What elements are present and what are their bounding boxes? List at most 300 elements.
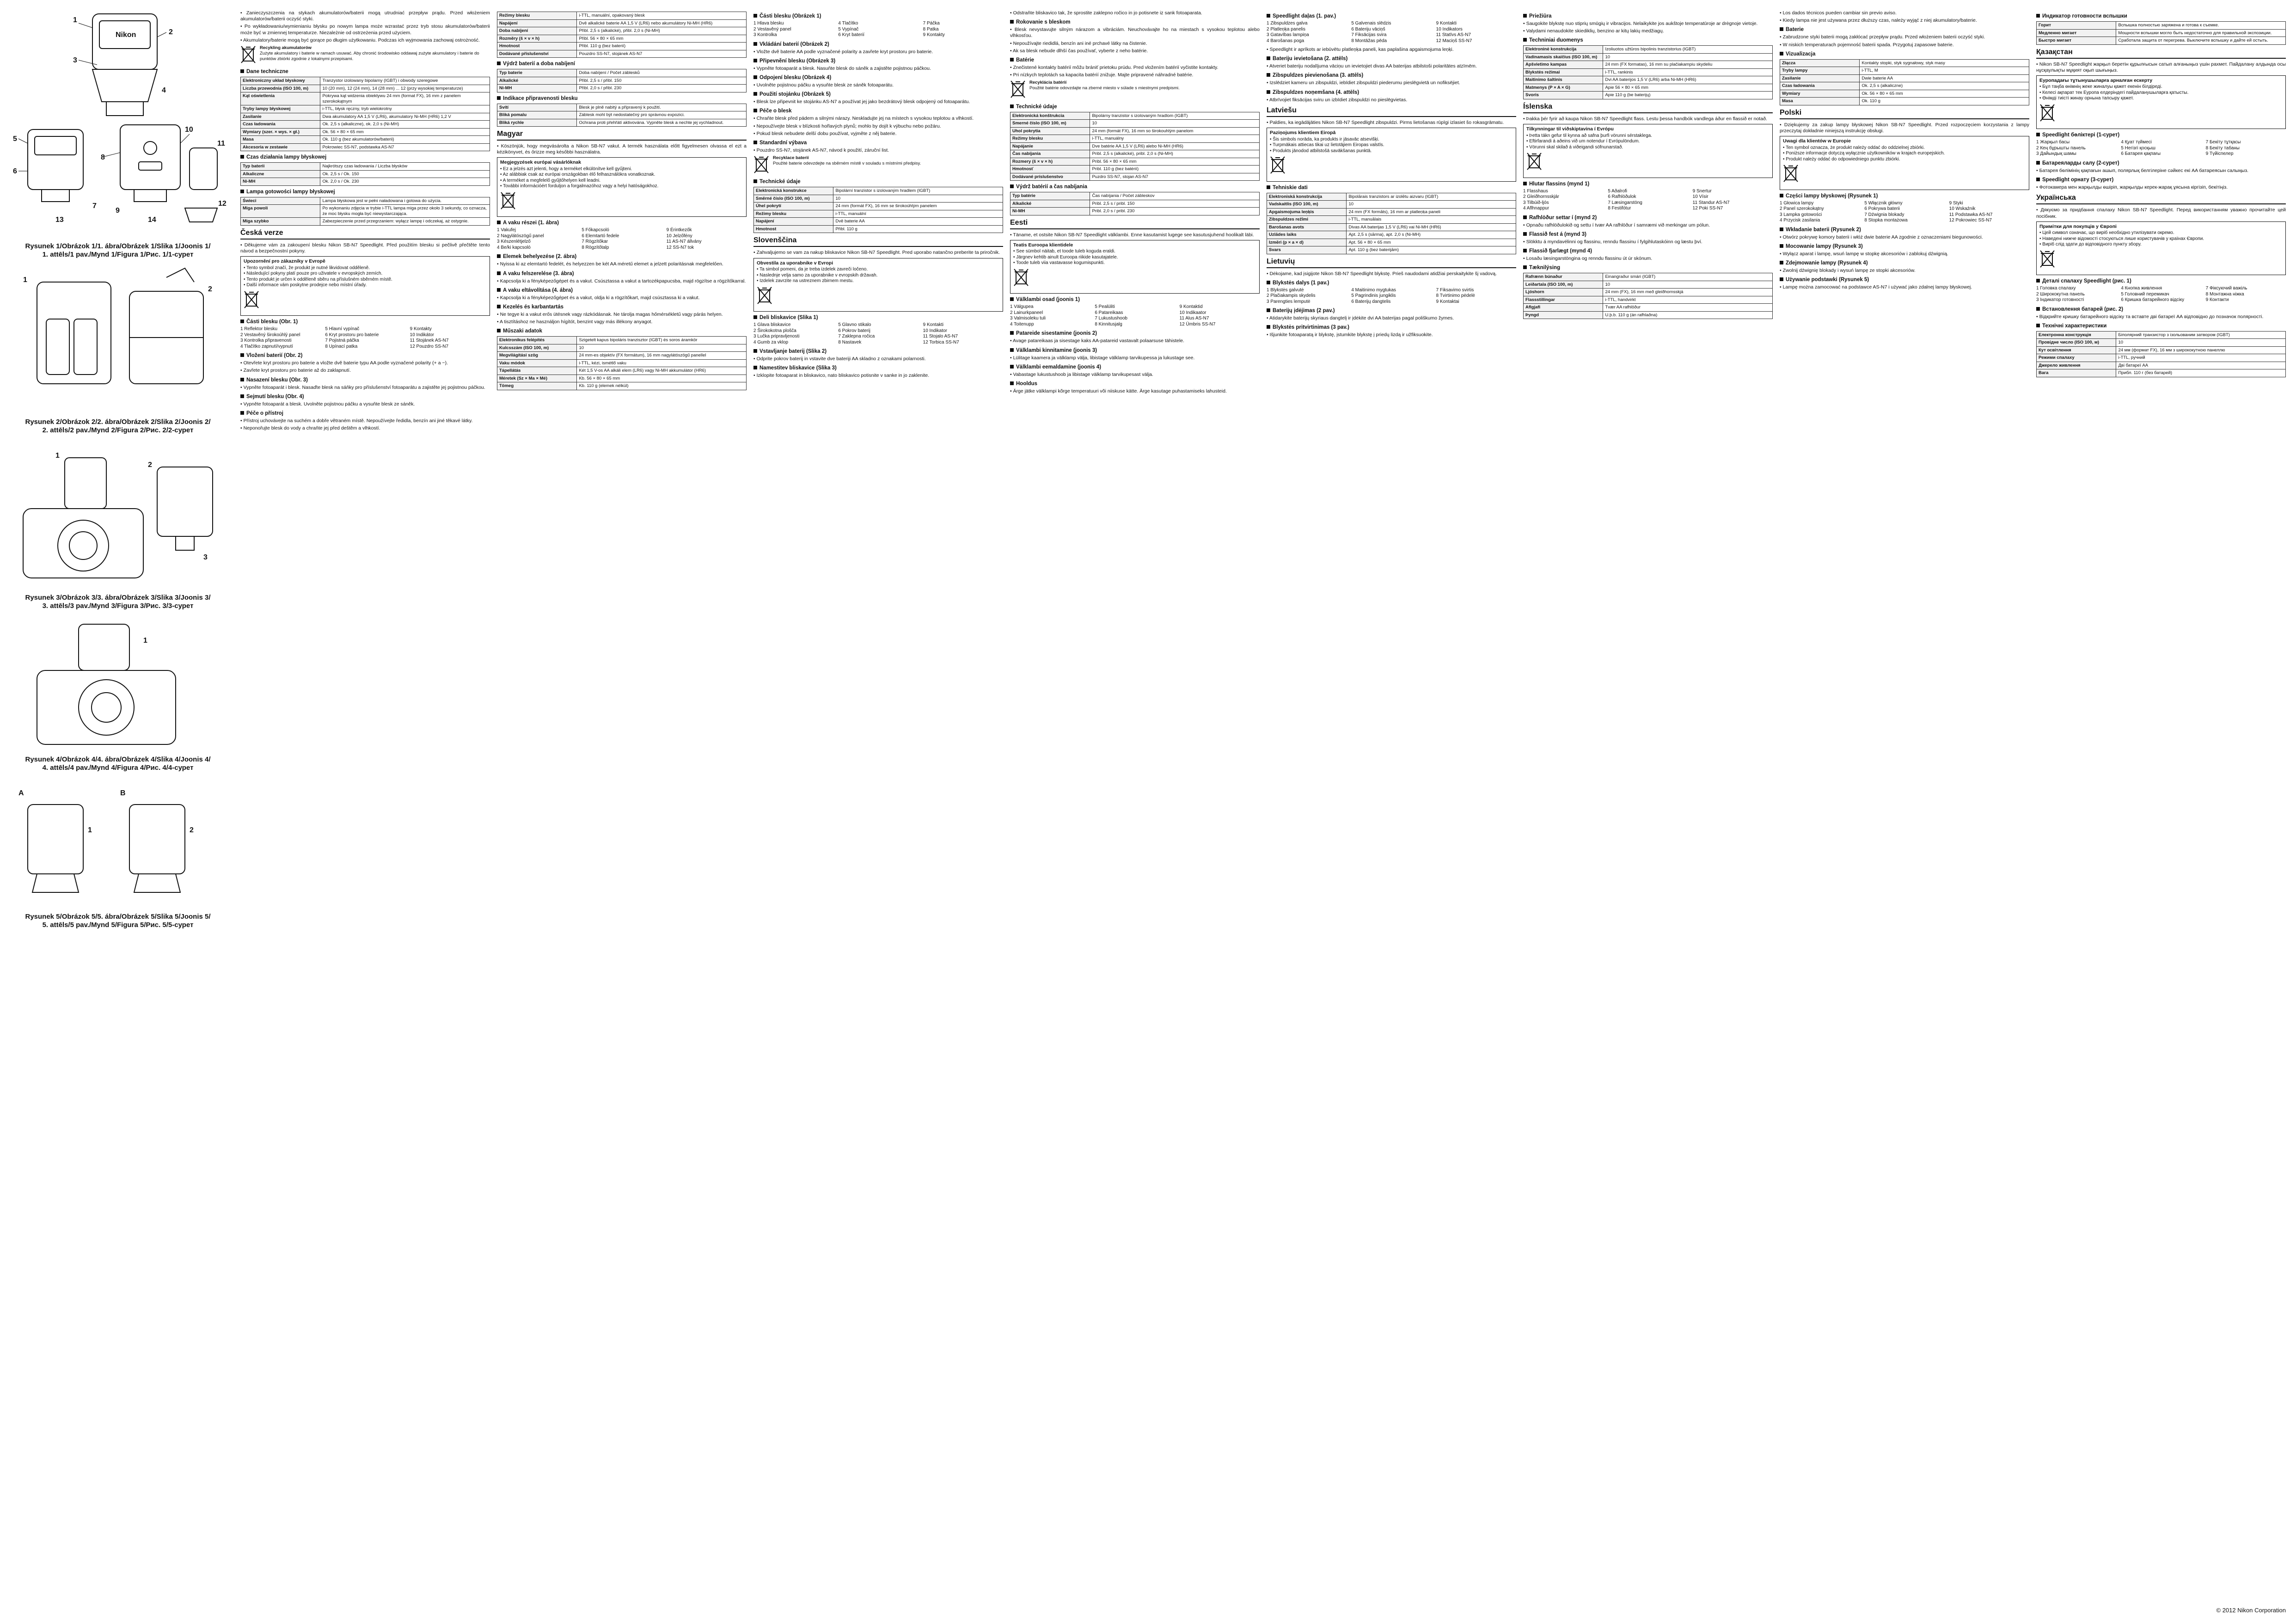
section-heading-text: Nasazení blesku (Obr. 3) [246,377,308,383]
section-heading-text: Použití stojánku (Obrázek 5) [759,92,831,98]
spec-key: Svítí [497,104,577,111]
parts-list-item: 1 Flasshaus [1523,188,1548,194]
section-heading [1267,307,1516,314]
spec-key: Napájanie [1010,142,1090,150]
notice-line: • Šis simbols norāda, ka produkts ir jāsavāc atsevišķi. [1270,137,1513,143]
notice-title: Еуропадағы тұтынушыларға арналған ескерту [2039,77,2153,83]
paragraph: • Vabastage lukustushoob ja libistage välklamp tarvikupesast välja. [1010,372,1260,378]
spec-key: Miga powoli [241,205,320,218]
spec-key: Matmenys (P × A × G) [1524,84,1603,92]
section-heading [1523,181,1773,188]
paragraph: • Išjunkite fotoaparatą ir blykstę, įstumkite blykstę į priedų lizdą ir užfiksuokite. [1267,332,1516,338]
spec-value: i-TTL, M [1860,67,2029,75]
parts-list-item: 1 Жарқыл басы [2036,140,2070,145]
spec-key: Kąt oświetlenia [241,92,320,105]
section-marker-icon [1267,90,1270,94]
notice-line: • Виріб слід здати до відповідного пункту збору. [2039,242,2283,248]
spec-key: Hmotnost [754,225,833,233]
notice-line: • Eftirfarandi á aðeins við um notendur í Evrópulöndum. [1526,139,1769,145]
table-row [1524,289,1773,296]
section-marker-icon [753,315,757,319]
parts-list-item: 2 Plačiakampis skydelis [1267,293,1316,299]
figure-3-label: 3 [203,553,208,561]
section-heading [1267,184,1516,191]
table-row [241,105,490,113]
section-marker-icon [2036,161,2040,165]
spec-value: Blesk je plně nabitý a připravený k použití. [577,104,747,111]
parts-list [1267,21,1516,44]
section-heading [1523,248,1773,255]
section-heading [1010,184,1260,190]
language-title: Lietuvių [1267,257,1516,268]
figure-1-brand: Nikon [116,31,136,39]
notice-line: • Tento symbol značí, že produkt je nutné likvidovat odděleně. [244,265,487,271]
spec-key: Elektroninė konstrukcija [1524,46,1603,54]
spec-key: Typ baterii [241,163,320,171]
section-marker-icon [1010,184,1014,188]
spec-key: Вага [2037,369,2116,377]
spec-table [497,12,747,58]
section-marker-icon [240,319,244,323]
figures-column [9,9,227,957]
table-row [754,187,1003,195]
spec-key: Ni-MH [241,178,320,186]
paragraph: • Los dados técnicos pueden cambiar sin previo aviso. [1780,10,2029,16]
spec-key: Aflgjafi [1524,304,1603,312]
table-row [1524,92,1773,99]
figure-3-label: 2 [148,461,152,469]
spec-value: Сработала защита от перегрева. Выключите вспышку и дайте ей остыть. [2116,37,2286,45]
disposal-notice [1783,164,2026,185]
section-marker-icon [753,92,757,96]
spec-value: Apie 56 × 80 × 65 mm [1603,84,1773,92]
table-row [2037,22,2286,30]
recycling-text: Použité baterie odevzdejte na sběrném místě v souladu s místními předpisy. [773,161,921,166]
spec-value: 10 (20 mm), 12 (24 mm), 14 (28 mm) ... 12 (przy wysokiej temperaturze) [320,85,490,92]
parts-list-item: 7 Pojistná páčka [325,338,359,344]
parts-list-item: 4 Aflhnappur [1523,206,1549,211]
section-marker-icon [1267,185,1270,189]
parts-list-item: 7 Páčka [923,21,940,26]
table-row [1010,142,1260,150]
parts-list-item: 8 Montāžas pēda [1351,38,1387,43]
paragraph: • Odstraňte bliskavico tak, že sprostite zaklepno ročico in jo potisnete iz sank fotoaparata. [1010,10,1260,16]
spec-table [2036,21,2286,45]
section-heading-text: Odpojení blesku (Obrázek 4) [759,74,832,80]
section-heading [1780,227,2029,233]
section-heading-text: Vložení baterií (Obr. 2) [246,353,303,359]
section-heading [2036,160,2286,167]
spec-key: Akcesoria w zestawie [241,143,320,151]
figure-1 [9,9,227,259]
section-marker-icon [1523,215,1527,219]
section-heading [240,68,490,75]
spec-value: Két 1,5 V-os AA alkáli elem (LR6) vagy Ni-MH akkumulátor (HR6) [577,367,747,375]
spec-value: i-TTL, rankinis [1603,68,1773,76]
paragraph: • Дякуємо за придбання спалаху Nikon SB-N7 Speedlight. Перед використанням уважно прочитайте цей посібник. [2036,207,2286,219]
spec-table [1010,112,1260,181]
parts-list-item: 12 Maciņš SS-N7 [1436,38,1472,43]
spec-value: Apie 110 g (be baterijų) [1603,92,1773,99]
spec-value: Ochrana proti přehřátí aktivována. Vypněte blesk a nechte jej vychladnout. [577,119,747,127]
table-row [1780,67,2029,75]
crossed-bin-icon [2039,104,2055,124]
spec-key: Leiðartala (ISO 100, m) [1524,281,1603,289]
spec-key: Apgaismojuma leņķis [1267,208,1347,216]
spec-key: Svars [1267,246,1347,254]
parts-list-item: 1 Hlava blesku [753,21,784,26]
disposal-notice [1013,268,1256,289]
crossed-bin-icon [1526,152,1542,173]
section-heading-text: A vaku felszerelése (3. ábra) [503,270,574,276]
parts-list-item: 12 Pokrowiec SS-N7 [1949,218,1992,223]
figure-3-label: 1 [55,452,60,460]
section-heading [1780,193,2029,200]
parts-list-item: 7 Dźwignia blokady [1864,212,1904,217]
section-heading-text: Välklambi kinnitamine (joonis 3) [1016,347,1097,353]
paragraph: • Akumulatory/baterie mogą być gorące po długim użytkowaniu. Podczas ich wyjmowania zachowaj ostrożność. [240,37,490,43]
parts-list-item: 2 Lainurkpaneel [1010,310,1043,315]
parts-list-item: 1 Головка спалаху [2036,286,2076,291]
section-marker-icon [240,190,244,193]
crossed-bin-icon [2039,250,2055,270]
spec-value: 24 mm (FX formāts), 16 mm ar platleņķa paneli [1347,208,1516,216]
section-heading [753,58,1003,65]
parts-list-item: 9 Kontakti [923,322,944,328]
spec-key: Apšvietimo kampas [1524,61,1603,69]
section-heading-text: Vstavljanje baterij (Slika 2) [759,349,827,355]
section-marker-icon [2036,324,2040,327]
paragraph: • Pouzdro SS-N7, stojánek AS-N7, návod k použití, záruční list. [753,147,1003,154]
figure-2-drawing [9,264,227,416]
section-heading-text: Speedlight орнату (3-сурет) [2042,177,2114,183]
section-marker-icon [2036,178,2040,181]
spec-table [240,77,490,151]
table-row [754,195,1003,203]
section-heading-text: Sejmutí blesku (Obr. 4) [246,393,304,399]
spec-key: Uzlādes laiks [1267,231,1347,239]
parts-list-item: 2 Gleiðhornsskjár [1523,194,1559,200]
spec-key: Ni-MH [497,85,577,92]
spec-key: Режими спалаху [2037,354,2116,362]
section-marker-icon [240,155,244,159]
paragraph: • Köszönjük, hogy megvásárolta a Nikon SB-N7 vakut. A termék használata előtt figyelmesen olvassa el ezt a kézikönyvet, és őrizze meg későbbi használatra. [497,143,747,155]
section-marker-icon [1267,281,1270,284]
spec-value: Дві батареї АА [2116,362,2286,369]
parts-list-item: 5 Hlavní vypínač [325,326,360,332]
figure-5-label: A [18,789,24,797]
spec-value: 10 [1347,201,1516,209]
spec-value: Ok. 2,0 s / Ok. 230 [320,178,490,186]
parts-list [753,322,1003,345]
parts-list-item: 1 Zibspuldzes galva [1267,21,1308,26]
section-heading [1010,104,1260,111]
spec-key: Vadinamasis skaičius (ISO 100, m) [1524,53,1603,61]
crossed-bin-icon [244,290,259,311]
section-heading-text: Výdrž baterií a doba nabíjení [503,61,575,67]
parts-list-item: 12 Pouzdro SS-N7 [410,344,449,349]
spec-key: Režimy blesku [754,210,833,218]
paragraph: • Blesk nevystavujte silným nárazom a vibráciám. Neuchovávajte ho na miestach s vysokou teplotou alebo vlhkosťou. [1010,27,1260,39]
section-heading-text: Baterijų įdėjimas (2 pav.) [1273,308,1335,314]
text-column [1780,10,2029,1601]
parts-list-item: 5 Aðalrofi [1608,188,1628,194]
section-heading-text: Batérie [1016,57,1034,63]
spec-key: Hmotnosť [1010,166,1090,173]
section-heading [2036,132,2286,139]
paragraph: • Nepoužívejte blesk v blízkosti hořlavých plynů; mohlo by dojít k výbuchu nebo požáru. [753,123,1003,129]
parts-list-item: 7 Zaklepna ročica [838,334,875,339]
parts-list [2036,286,2286,303]
spec-table [753,187,1003,233]
spec-value: Bipolárny tranzistor s izolovaným hradlom (IGBT) [1090,112,1260,120]
parts-list-item: 3 Kontrolka [753,32,777,37]
parts-list-item: 6 Bateriju vāciņš [1351,26,1385,32]
recycling-title: Recyklácia batérií [1029,80,1067,86]
paragraph: • Izslēdziet kameru un zibspuldzi, iebīdiet zibspuldzi piederumu pieslēgvietā un nofiksējiet. [1267,80,1516,86]
section-heading [753,108,1003,115]
spec-key: Горит [2037,22,2116,30]
section-heading [2036,13,2286,20]
paragraph: • Lülitage kaamera ja välklamp välja, libistage välklamp tarvikupessa ja lukustage see. [1010,355,1260,361]
notice-title: Uwagi dla klientów w Europie [1783,138,1851,144]
section-marker-icon [1010,365,1014,369]
spec-value: Прибл. 110 г (без батарей) [2116,369,2286,377]
spec-key: Tápellátás [497,367,577,375]
section-marker-icon [1010,331,1014,335]
language-title: Қазақстан [2036,48,2286,59]
spec-value: Pribl. 2,5 s (alkalické), pribl. 2,0 s (Ni-MH) [1090,150,1260,158]
section-heading-text: Blykstės dalys (1 pav.) [1273,280,1329,286]
section-heading [1780,276,2029,283]
section-heading [240,154,490,161]
notice-title: Примітки для покупців у Європі [2039,223,2117,229]
paragraph: • Přístroj uchovávejte na suchém a dobře větraném místě. Nepoužívejte ředidla, benzín ani jiné těkavé látky. [240,418,490,424]
spec-table [1780,59,2029,105]
parts-list-item: 10 Vísir [1692,194,1708,200]
spec-key: Zasilanie [241,113,320,121]
section-heading [1267,280,1516,287]
spec-value: Pokrowiec SS-N7, podstawka AS-N7 [320,143,490,151]
table-row [1010,200,1260,208]
parts-list-item: 9 Érintkezők [666,227,692,233]
spec-value: Puzdro SS-N7, stojan AS-N7 [1090,173,1260,181]
parts-list-item: 6 Baterijų dangtelis [1351,299,1391,304]
parts-list-item: 1 Välgupea [1010,304,1034,310]
parts-list-item: 5 Galvenais slēdzis [1351,21,1391,26]
spec-key: Typ batérie [1010,192,1090,200]
notice-line: • Následující pokyny platí pouze pro uživatele v evropských zemích. [244,271,487,277]
section-marker-icon [2036,14,2040,18]
paragraph: • Nepoužívajte riedidlá, benzín ani iné prchavé látky na čistenie. [1010,41,1260,47]
spec-table [2036,331,2286,377]
parts-list-item: 10 Jelzőfény [666,233,692,239]
notice-line: • Ta simbol pomeni, da je treba izdelek zavreči ločeno. [757,267,1000,273]
notice-line: • Наведені нижче відомості стосуються лише користувачів у країнах Європи. [2039,236,2283,242]
parts-list-item: 1 Głowica lampy [1780,200,1814,206]
table-row [1524,273,1773,281]
spec-key: Úhel pokrytí [754,203,833,210]
paragraph: • Vložte dvě baterie AA podle vyznačené polarity a zavřete kryt prostoru pro baterie. [753,49,1003,55]
table-row [1010,192,1260,200]
table-row [241,77,490,85]
section-marker-icon [497,329,501,332]
section-heading-text: A vaku részei (1. ábra) [503,220,559,226]
section-heading [1010,330,1260,337]
parts-list-item: 2 Vestavěný panel [753,26,791,32]
section-heading-text: Technické údaje [759,179,801,185]
parts-list-item: 9 Kontaktid [1179,304,1203,310]
section-heading-text: A vaku eltávolítása (4. ábra) [503,287,573,293]
table-row [1780,82,2029,90]
section-heading [753,13,1003,20]
table-row [241,136,490,144]
parts-list-item: 7 Rögzítőkar [582,239,608,245]
spec-key: Megvilágítási szög [497,352,577,360]
spec-table [497,69,747,92]
parts-list-item: 2 Nagylátószögű panel [497,233,544,239]
figure-1-label: 5 [13,135,17,143]
paragraph: • Chraňte blesk před pádem a silnými nárazy. Neskladujte jej na místech s vysokou teplotou a vlhkostí. [753,116,1003,122]
section-heading-text: Tæknilýsing [1529,265,1561,271]
parts-list-item: 6 Patareikaas [1095,310,1123,315]
section-marker-icon [753,42,757,46]
table-row [241,128,490,136]
spec-value: Divas AA baterijas 1,5 V (LR6) vai Ni-MH (HR6) [1347,223,1516,231]
table-row [754,225,1003,233]
spec-key: Napájení [754,218,833,226]
figure-1-caption: Rysunek 1/Obrázok 1/1. ábra/Obrázek 1/Slika 1/Joonis 1/ 1. attēls/1 pav./Mynd 1/Figura 1/Рис. 1/1-сурет [25,242,211,258]
recycling-text: Použité batérie odovzdajte na zberné miesto v súlade s miestnymi predpismi. [1029,86,1180,91]
paragraph: • Otevřete kryt prostoru pro baterie a vložte dvě baterie typu AA podle vyznačené polarity (+ a −). [240,360,490,366]
table-row [497,85,747,92]
section-marker-icon [497,96,501,100]
spec-value: Doba nabíjení / Počet záblesků [577,69,747,77]
section-heading [1523,215,1773,221]
parts-list [497,227,747,251]
parts-list-item: 7 Fiksavimo svirtis [1436,287,1474,293]
spec-value: Ok. 56 × 80 × 65 mm [1860,90,2029,98]
parts-list-item: 8 Бекіту табаны [2205,145,2240,151]
notice-line: • Toode tuleb viia vastavasse kogumispunkti. [1013,260,1256,266]
section-heading [1523,37,1773,44]
parts-list-item: 12 Poki SS-N7 [1692,206,1723,211]
spec-value: 10 [1603,281,1773,289]
paragraph: • Valydami nenaudokite skiediklių, benzino ar kitų lakių medžiagų. [1523,28,1773,34]
paragraph: • Фотокамера мен жарқылды өшіріп, жарқылды керек-жарақ ұясына кіргізіп, бекітіңіз. [2036,184,2286,190]
language-title: Slovenščina [753,236,1003,247]
spec-key: Kulcsszám (ISO 100, m) [497,344,577,352]
paragraph: • Izklopite fotoaparat in bliskavico, nato bliskavico potisnite v sanke in jo zaklenite. [753,373,1003,379]
section-marker-icon [240,69,244,73]
spec-value: Kontakty stopki, styk sygnałowy, styk masy [1860,59,2029,67]
section-heading-text: Tehniskie dati [1273,184,1308,190]
spec-value: Dvě alkalické baterie AA 1,5 V (LR6) nebo akumulátory Ni-MH (HR6) [577,19,747,27]
section-heading [497,328,747,335]
table-row [754,210,1003,218]
table-row [754,203,1003,210]
paragraph: • Батарея бөлімінің қақпағын ашып, полярлық белгілеріне сәйкес екі AA батареясын салыңыз. [2036,168,2286,174]
spec-key: Rozměry (š × v × h) [497,35,577,43]
crossed-bin-icon [753,155,769,176]
parts-list-item: 8 Nastavek [838,339,862,345]
table-row [1010,158,1260,166]
paragraph: • Pri nízkych teplotách sa kapacita batérií znižuje. Majte pripravené náhradné batérie. [1010,72,1260,78]
parts-list-item: 12 SS-N7 tok [666,245,694,250]
spec-value: Ok. 56 × 80 × 65 mm [320,128,490,136]
section-heading [2036,306,2286,313]
figure-4-drawing [9,615,227,754]
table-row [2037,29,2286,37]
table-row [1267,223,1516,231]
parts-list-item: 9 Контакти [2205,297,2229,303]
figure-5-caption: Rysunek 5/Obrázok 5/5. ábra/Obrázek 5/Slika 5/Joonis 5/ 5. attēls/5 pav./Mynd 5/Figura 5/Рис. 5/5-сурет [25,913,211,929]
spec-key: Barošanas avots [1267,223,1347,231]
parts-list-item: 10 Indikaator [1179,310,1206,315]
spec-value: 24 mm (formát FX), 16 mm se širokoúhlým panelem [833,203,1003,210]
paragraph: • Dziękujemy za zakup lampy błyskowej Nikon SB-N7 Speedlight. Przed rozpoczęciem korzystania z lampy przeczytaj dokładnie niniejszą instrukcję obsługi. [1780,122,2029,134]
parts-list-item: 4 Przycisk zasilania [1780,218,1820,223]
table-row [1524,68,1773,76]
text-column [2036,10,2286,1601]
section-heading-text: Bateriju ievietošana (2. attēls) [1273,56,1348,62]
paragraph: • Kapcsolja ki a fényképezőgépet és a vakut. Csúsztassa a vakut a tartozékpapucsba, majd rögzítse a rögzítőkarral. [497,278,747,284]
spec-value: Мощности вспышки могло быть недостаточно для правильной экспозиции. [2116,29,2286,37]
paragraph: • Neponořujte blesk do vody a chraňte jej před deštěm a vlhkostí. [240,425,490,431]
parts-list-item: 10 Indikator [923,328,947,333]
notice-line: • Ez a jelzés azt jelenti, hogy a terméket elkülönítve kell gyűjteni. [500,166,743,172]
notice-line: • Produkt należy oddać do odpowiedniego punktu zbiórki. [1783,157,2026,163]
spec-key: Ni-MH [1010,208,1090,215]
section-marker-icon [753,109,757,112]
spec-value: i-TTL, kézi, ismétlő vaku [577,359,747,367]
paragraph: • Vypněte fotoaparát i blesk. Nasaďte blesk na sáňky pro příslušenství fotoaparátu a zajistěte jej pojistnou páčkou. [240,385,490,391]
parts-list [1010,304,1260,327]
table-row [1267,246,1516,254]
table-row [754,218,1003,226]
parts-list-item: 10 Indikators [1436,26,1463,32]
parts-list-item: 9 Kontakty [923,32,945,37]
figure-3-caption: Rysunek 3/Obrázok 3/3. ábra/Obrázek 3/Slika 3/Joonis 3/ 3. attēls/3 pav./Mynd 3/Figura 3/Рис. 3/3-сурет [25,594,211,610]
table-row [1010,173,1260,181]
section-marker-icon [497,61,501,65]
parts-list-item: 10 Indikátor [410,332,434,338]
paragraph: • Odprite pokrov baterij in vstavite dve bateriji AA skladno z oznakami polarnosti. [753,356,1003,362]
section-heading-text: Péče o blesk [759,108,792,114]
section-marker-icon [753,141,757,144]
spec-value: Dwie baterie AA [1860,74,2029,82]
parts-list-item: 2 Ширококутна панель [2036,291,2085,297]
parts-list-item: 11 Stojalo AS-N7 [923,334,958,339]
spec-key: Świeci [241,197,320,205]
parts-list-item: 5 Főkapcsoló [582,227,609,233]
spec-key: Vaku módok [497,359,577,367]
section-marker-icon [753,14,757,18]
notice-title: Obvestila za uporabnike v Evropi [757,260,833,266]
table-row [497,352,747,360]
spec-value: Ok. 2,5 s (alkaliczne) [1860,82,2029,90]
spec-value: i-TTL, błysk ręczny, tryb wielokrotny [320,105,490,113]
spec-key: Napájení [497,19,577,27]
spec-table [240,197,490,226]
spec-value: Dwa akumulatory AA 1,5 V (LR6), akumulatory Ni-MH (HR6) 1,2 V [320,113,490,121]
spec-key: Czas ładowania [1780,82,1860,90]
parts-list-item: 7 Фіксуючий важіль [2205,286,2247,291]
section-marker-icon [1267,14,1270,18]
spec-table [1267,193,1516,254]
parts-list-item: 3 Дайындық шамы [2036,151,2076,157]
parts-list-item: 3 Gatavības lampiņa [1267,32,1309,37]
